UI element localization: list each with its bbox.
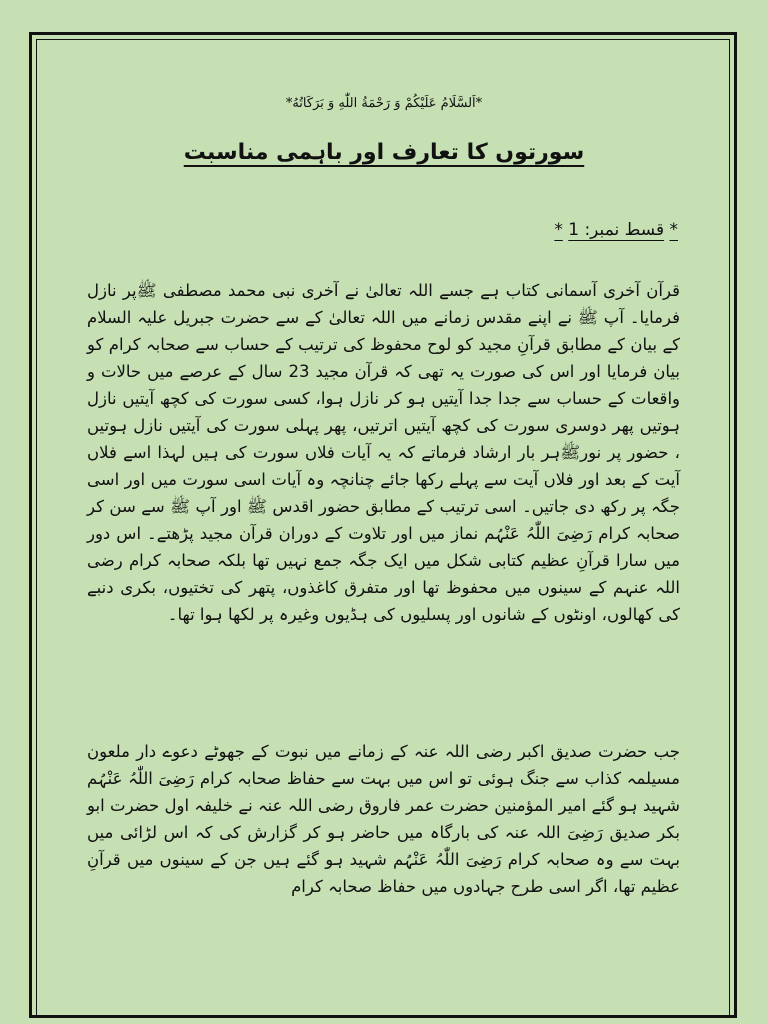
episode-star-open: *: [669, 220, 678, 240]
episode-label: [554, 220, 678, 240]
paragraph-2: جب حضرت صدیق اکبر رضی اللہ عنہ کے زمانے میں نبوت کے جھوٹے دعوے دار ملعون مسیلمہ کذاب سے جنگ ہوئی تو اس میں بہت سے حفاظ صحابہ کرام رَضِیَ اللّٰہُ عَنْہُم شہید ہو گئے امیر المؤمنین حضرت عمر فاروق رضی اللہ عنہ نے خلیفہ اول حضرت ابو بکر صدیق رَضِیَ اللہ عنہ کی بارگاہ میں حاضر ہو کر گزارش کی کہ اس لڑائی میں بہت سے وہ صحابہ کرام رَضِیَ اللّٰہُ عَنْہُم شہید ہو گئے ہیں جن کے سینوں میں قرآنِ عظیم تھا، اگر اسی طرح جہادوں میں حفاظ صحابہ کرام: [87, 742, 680, 896]
paragraph-1: قرآن آخری آسمانی کتاب ہے جسے اللہ تعالیٰ نے آخری نبی محمد مصطفی ﷺپر نازل فرمایا۔ آپ ﷺ نے اپنے مقدس زمانے میں اللہ تعالیٰ کے سے حضرت جبریل علیہ السلام کے بیان کے مطابق قرآنِ مجید کو لوح محفوظ کی ترتیب کے حساب سے صحابہ کرام کو بیان فرمایا اور اس کی صورت یہ تھی کہ قرآن مجید 23 سال کے عرصے میں حالات و واقعات کے حساب سے جدا جدا آیتیں ہو کر نازل ہوا، کسی سورت کی کچھ آیتیں نازل ہوتیں پھر دوسری سورت کی کچھ آیتیں اترتیں، پھر پہلی سورت کی آیتیں نازل ہوتیں ، حضور پر نورﷺہر بار ارشاد فرماتے کہ یہ آیات فلاں سورت کی ہیں لہذا اسے فلاں آیت کے بعد اور فلاں آیت سے پہلے رکھا جائے چنانچہ وہ آیات اسی سورت میں اور اسی جگہ پر رکھ دی جاتیں۔ اسی ترتیب کے مطابق حضور اقدس ﷺ اور آپ ﷺ سے سن کر صحابہ کرام رَضِیَ اللّٰہُ عَنْہُم نماز میں اور تلاوت کے دوران قرآن مجید پڑھتے۔ اس دور میں سارا قرآنِ عظیم کتابی شکل میں ایک جگہ جمع نہیں تھا بلکہ صحابہ کرام رضی اللہ عنہم کے سینوں میں محفوظ تھا اور متفرق کاغذوں، پتھر کی تختیوں، بکری دنبے کی کھالوں، اونٹوں کے شانوں اور پسلیوں کی ہڈیوں وغیرہ پر لکھا ہوا تھا۔: [87, 281, 680, 624]
episode-number: قسط نمبر: 1: [568, 220, 665, 240]
episode-star-close: *: [554, 220, 563, 240]
document-title: سورتوں کا تعارف اور باہمی مناسبت: [183, 140, 585, 165]
salutation-text: *اَلسَّلَامُ عَلَيْكُمْ وَ رَحْمَةُ اللّٰهِ وَ بَرَكَاتُهُ*: [285, 96, 483, 111]
